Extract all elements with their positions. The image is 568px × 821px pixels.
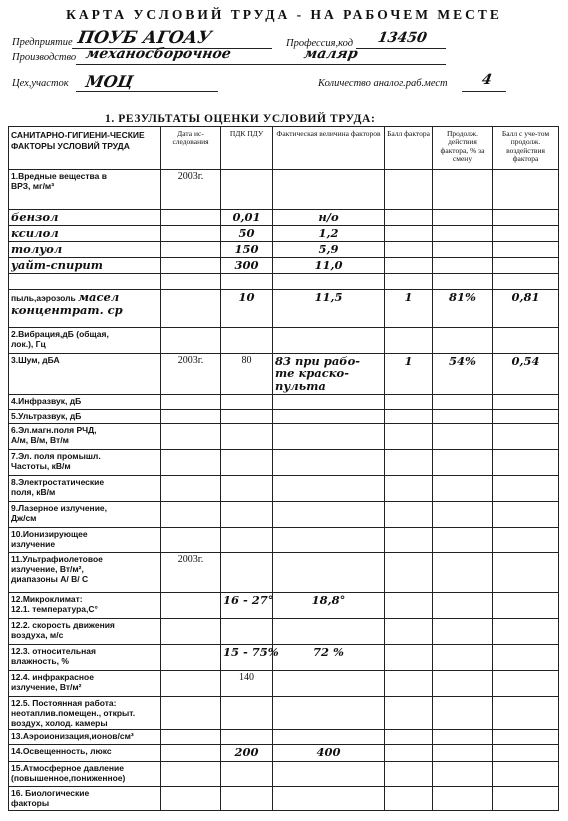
duration-cell (433, 475, 493, 501)
score-cell (385, 762, 433, 787)
score-cell (385, 210, 433, 226)
score-cell (385, 257, 433, 273)
duration-cell (433, 644, 493, 670)
pdk-cell (221, 618, 273, 644)
date-cell (161, 241, 221, 257)
conditions-table (8, 126, 559, 811)
score-cell (385, 273, 433, 289)
table-row (9, 289, 559, 327)
score-cell (385, 241, 433, 257)
table-row (9, 696, 559, 730)
pdk-cell (221, 696, 273, 730)
score-cell (385, 696, 433, 730)
factor-cell: 10.Ионизирующее излучение (9, 527, 161, 552)
duration-cell (433, 552, 493, 592)
actual-cell (273, 327, 385, 353)
date-cell (161, 327, 221, 353)
score-cell (385, 552, 433, 592)
factor-cell: 16. Биологические факторы (9, 787, 161, 811)
score-cell (385, 475, 433, 501)
table-row (9, 475, 559, 501)
workshop-underline (76, 91, 218, 92)
actual-cell: 5,9 (273, 241, 385, 257)
table-row (9, 644, 559, 670)
weighted-cell (493, 449, 559, 475)
pdk-cell (221, 423, 273, 449)
score-cell (385, 592, 433, 618)
actual-cell: 72 % (273, 644, 385, 670)
weighted-cell (493, 273, 559, 289)
factor-cell: 4.Инфразвук, дБ (9, 394, 161, 409)
table-row (9, 592, 559, 618)
date-cell (161, 210, 221, 226)
duration-cell (433, 225, 493, 241)
duration-cell (433, 670, 493, 696)
score-cell (385, 787, 433, 811)
duration-cell (433, 449, 493, 475)
actual-cell: 1,2 (273, 225, 385, 241)
date-cell: 2003г. (161, 170, 221, 210)
duration-cell (433, 730, 493, 745)
actual-cell: н/о (273, 210, 385, 226)
date-cell (161, 289, 221, 327)
date-cell (161, 475, 221, 501)
pdk-cell: 150 (221, 241, 273, 257)
score-cell (385, 394, 433, 409)
factor-cell: 9.Лазерное излучение, Дж/см (9, 501, 161, 527)
factor-cell: 7.Эл. поля промышл. Частоты, кВ/м (9, 449, 161, 475)
factor-cell: 1.Вредные вещества в ВРЗ, мг/м³ (9, 170, 161, 210)
pdk-cell: 16 - 27° (221, 592, 273, 618)
table-row (9, 225, 559, 241)
weighted-cell (493, 745, 559, 762)
actual-cell (273, 475, 385, 501)
weighted-cell (493, 257, 559, 273)
duration-cell (433, 527, 493, 552)
actual-cell (273, 449, 385, 475)
score-cell (385, 501, 433, 527)
score-cell (385, 423, 433, 449)
pdk-cell (221, 527, 273, 552)
weighted-cell (493, 409, 559, 423)
weighted-cell (493, 762, 559, 787)
pdk-cell: 80 (221, 353, 273, 394)
pdk-cell: 50 (221, 225, 273, 241)
pdk-cell (221, 327, 273, 353)
date-cell: 2003г. (161, 353, 221, 394)
actual-cell (273, 730, 385, 745)
factor-cell: 3.Шум, дБА (9, 353, 161, 394)
date-cell (161, 423, 221, 449)
pdk-cell: 10 (221, 289, 273, 327)
duration-cell (433, 423, 493, 449)
actual-cell: 18,8° (273, 592, 385, 618)
pdk-cell: 140 (221, 670, 273, 696)
column-header-factor: САНИТАРНО-ГИГИЕНИ-ЧЕСКИЕ ФАКТОРЫ УСЛОВИЙ ТРУДА (9, 127, 161, 170)
duration-cell (433, 787, 493, 811)
document-title: КАРТА УСЛОВИЙ ТРУДА - НА РАБОЧЕМ МЕСТЕ (66, 7, 502, 22)
actual-cell (273, 552, 385, 592)
profession-code-underline (356, 48, 446, 49)
table-row (9, 170, 559, 210)
duration-cell (433, 327, 493, 353)
table-row (9, 745, 559, 762)
factor-cell: уайт-спирит (9, 257, 161, 273)
profession-value: маляр (302, 46, 359, 62)
column-header-weighted: Балл с уче-том продолж. воздействия фактора (493, 127, 559, 170)
workshop-label: Цех,участок (12, 78, 69, 89)
date-cell (161, 730, 221, 745)
factor-handwritten: масел (78, 289, 120, 304)
score-cell (385, 449, 433, 475)
table-row (9, 241, 559, 257)
pdk-cell (221, 787, 273, 811)
score-cell (385, 225, 433, 241)
table-row (9, 423, 559, 449)
profession-code: 13450 (376, 30, 429, 46)
weighted-cell (493, 696, 559, 730)
duration-cell (433, 257, 493, 273)
date-cell (161, 696, 221, 730)
weighted-cell (493, 618, 559, 644)
factor-cell: 6.Эл.магн.поля РЧД, А/м, В/м, Вт/м (9, 423, 161, 449)
duration-cell (433, 501, 493, 527)
enterprise-value: ПОУБ АГОАУ (76, 28, 213, 48)
factor-cell: 5.Ультразвук, дБ (9, 409, 161, 423)
pdk-cell (221, 475, 273, 501)
pdk-cell (221, 762, 273, 787)
score-cell (385, 730, 433, 745)
column-header-date: Дата ис-следования (161, 127, 221, 170)
factor-cell: 8.Электростатические поля, кВ/м (9, 475, 161, 501)
duration-cell (433, 170, 493, 210)
score-cell: 1 (385, 289, 433, 327)
column-header-actual: Фактическая величина факторов (273, 127, 385, 170)
weighted-cell (493, 423, 559, 449)
weighted-cell (493, 592, 559, 618)
score-cell (385, 618, 433, 644)
pdk-cell (221, 273, 273, 289)
actual-cell (273, 170, 385, 210)
factor-cell: 2.Вибрация,дБ (общая, лок.), Гц (9, 327, 161, 353)
pdk-cell (221, 552, 273, 592)
factor-cell (9, 289, 161, 327)
factor-cell: бензол (9, 210, 161, 226)
score-cell (385, 745, 433, 762)
weighted-cell (493, 501, 559, 527)
pdk-cell (221, 394, 273, 409)
column-header-pdk: ПДК ПДУ (221, 127, 273, 170)
table-row (9, 409, 559, 423)
date-cell (161, 501, 221, 527)
date-cell (161, 592, 221, 618)
factor-cell: 12.3. относительная влажность, % (9, 644, 161, 670)
actual-cell (273, 394, 385, 409)
pdk-cell: 0,01 (221, 210, 273, 226)
production-underline (76, 64, 446, 65)
enterprise-label: Предприятие (12, 37, 73, 48)
factor-cell: 13.Аэроионизация,ионов/см³ (9, 730, 161, 745)
weighted-cell (493, 241, 559, 257)
table-row (9, 210, 559, 226)
column-header-duration: Продолж. действия фактора, % за смену (433, 127, 493, 170)
duration-cell (433, 592, 493, 618)
actual-cell (273, 762, 385, 787)
table-row (9, 353, 559, 394)
duration-cell (433, 618, 493, 644)
weighted-cell (493, 225, 559, 241)
factor-cell: 12.5. Постоянная работа: неотаплив.помещен., открыт. воздух, холод. камеры (9, 696, 161, 730)
table-row (9, 273, 559, 289)
factor-cell (9, 273, 161, 289)
date-cell (161, 257, 221, 273)
duration-cell (433, 696, 493, 730)
pdk-cell (221, 730, 273, 745)
duration-cell: 81% (433, 289, 493, 327)
date-cell (161, 273, 221, 289)
weighted-cell (493, 730, 559, 745)
actual-cell: 400 (273, 745, 385, 762)
weighted-cell (493, 210, 559, 226)
factor-label: пыль,аэрозоль (11, 292, 76, 303)
table-row (9, 449, 559, 475)
table-row (9, 787, 559, 811)
profession-label: Профессия,код (286, 38, 354, 49)
date-cell (161, 225, 221, 241)
factor-cell: 14.Освещенность, люкс (9, 745, 161, 762)
duration-cell (433, 273, 493, 289)
weighted-cell (493, 327, 559, 353)
duration-cell (433, 745, 493, 762)
duration-cell (433, 409, 493, 423)
weighted-cell: 0,54 (493, 353, 559, 394)
date-cell (161, 527, 221, 552)
weighted-cell: 0,81 (493, 289, 559, 327)
actual-cell: 11,5 (273, 289, 385, 327)
actual-cell: 11,0 (273, 257, 385, 273)
duration-cell (433, 241, 493, 257)
table-row (9, 730, 559, 745)
date-cell (161, 394, 221, 409)
date-cell (161, 670, 221, 696)
score-cell (385, 670, 433, 696)
table-row (9, 327, 559, 353)
factor-cell: 12.4. инфракрасное излучение, Вт/м² (9, 670, 161, 696)
weighted-cell (493, 644, 559, 670)
date-cell (161, 762, 221, 787)
weighted-cell (493, 394, 559, 409)
table-row (9, 394, 559, 409)
date-cell (161, 745, 221, 762)
date-cell (161, 409, 221, 423)
score-cell (385, 527, 433, 552)
pdk-cell (221, 170, 273, 210)
table-row (9, 552, 559, 592)
weighted-cell (493, 527, 559, 552)
score-cell (385, 644, 433, 670)
factor-cell: ксилол (9, 225, 161, 241)
date-cell (161, 787, 221, 811)
actual-cell (273, 527, 385, 552)
duration-cell (433, 210, 493, 226)
date-cell (161, 618, 221, 644)
count-label: Количество аналог.раб.мест (318, 78, 448, 89)
date-cell (161, 449, 221, 475)
pdk-cell: 300 (221, 257, 273, 273)
weighted-cell (493, 552, 559, 592)
section-title: 1. РЕЗУЛЬТАТЫ ОЦЕНКИ УСЛОВИЙ ТРУДА: (105, 113, 376, 125)
factor-cell: 12.Микроклимат: 12.1. температура,С° (9, 592, 161, 618)
pdk-cell (221, 409, 273, 423)
date-cell: 2003г. (161, 552, 221, 592)
duration-cell: 54% (433, 353, 493, 394)
table-row (9, 670, 559, 696)
actual-cell (273, 670, 385, 696)
factor-cell: 11.Ультрафиолетовое излучение, Вт/м², диапазоны А/ В/ С (9, 552, 161, 592)
score-cell (385, 409, 433, 423)
table-row (9, 501, 559, 527)
duration-cell (433, 762, 493, 787)
table-row (9, 762, 559, 787)
table-row (9, 618, 559, 644)
pdk-cell: 15 - 75% (221, 644, 273, 670)
factor-handwritten-line2: концентрат. ср (11, 303, 123, 318)
factor-cell: 12.2. скорость движения воздуха, м/с (9, 618, 161, 644)
table-row (9, 257, 559, 273)
column-header-score: Балл фактора (385, 127, 433, 170)
actual-cell (273, 423, 385, 449)
pdk-cell (221, 501, 273, 527)
weighted-cell (493, 670, 559, 696)
count-underline (462, 91, 506, 92)
actual-cell (273, 409, 385, 423)
date-cell (161, 644, 221, 670)
weighted-cell (493, 787, 559, 811)
score-cell (385, 170, 433, 210)
factor-cell: 15.Атмосферное давление (повышенное,пониженное) (9, 762, 161, 787)
actual-cell (273, 787, 385, 811)
count-value: 4 (480, 72, 494, 88)
duration-cell (433, 394, 493, 409)
workshop-value: МОЦ (84, 72, 135, 91)
table-row (9, 527, 559, 552)
pdk-cell (221, 449, 273, 475)
production-label: Производство (12, 52, 77, 63)
weighted-cell (493, 475, 559, 501)
score-cell: 1 (385, 353, 433, 394)
pdk-cell: 200 (221, 745, 273, 762)
weighted-cell (493, 170, 559, 210)
factor-cell: толуол (9, 241, 161, 257)
score-cell (385, 327, 433, 353)
production-value: механосборочное (84, 46, 233, 62)
actual-cell (273, 273, 385, 289)
actual-cell (273, 696, 385, 730)
actual-cell (273, 618, 385, 644)
actual-cell (273, 501, 385, 527)
actual-cell: 83 при рабо- те краско- пульта (273, 353, 385, 394)
